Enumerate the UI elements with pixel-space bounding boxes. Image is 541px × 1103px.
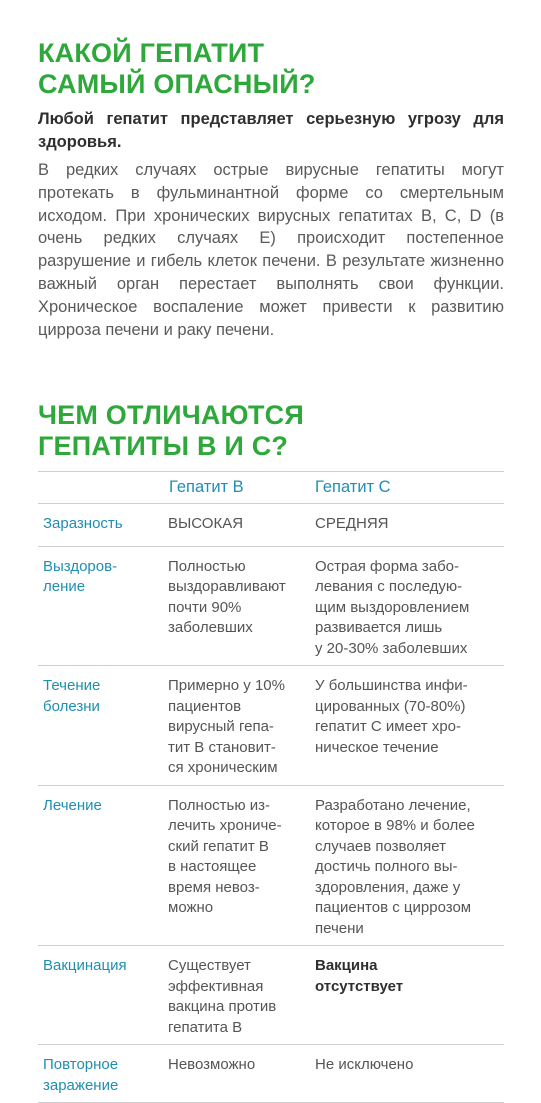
column-header-hepatitis-b: Гепатит В bbox=[163, 472, 309, 504]
row-label-course: Течение болезни bbox=[38, 666, 163, 786]
cell-hepatitis-c: У большинства инфи- цированных (70-80%) гепатит С имеет хро- ническое течение bbox=[309, 666, 504, 786]
title-line: ГЕПАТИТЫ В И С? bbox=[38, 431, 289, 461]
cell-hepatitis-b: Полностью выздоравливают почти 90% заболевших bbox=[163, 546, 309, 666]
cell-hepatitis-c: СРЕДНЯЯ bbox=[309, 503, 504, 546]
cell-hepatitis-c: Вакцина отсутствует bbox=[309, 946, 504, 1045]
cell-hepatitis-b: ВЫСОКАЯ bbox=[163, 503, 309, 546]
cell-hepatitis-c: Не исключено bbox=[309, 1045, 504, 1103]
row-label-vaccination: Вакцинация bbox=[38, 946, 163, 1045]
title-line: САМЫЙ ОПАСНЫЙ? bbox=[38, 69, 316, 99]
body-paragraph: В редких случаях острые вирусные гепатиты могут протекать в фульминантной форме со смертельным исходом. При хронических вирусных гепатитах В, С, D (в очень редких случаях Е) происходит постепенное разрушение и гибель клеток печени. В результате жизненно важный орган перестает выполнять свои функции. Хроническое воспаление может привести к развитию цирроза печени и раку печени. bbox=[38, 161, 504, 339]
table-row bbox=[38, 946, 504, 1045]
table-row bbox=[38, 666, 504, 786]
table-row bbox=[38, 1045, 504, 1103]
cell-hepatitis-b: Примерно у 10% пациентов вирусный гепа- тит В становит- ся хроническим bbox=[163, 666, 309, 786]
cell-hepatitis-b: Невозможно bbox=[163, 1045, 309, 1103]
title-line: КАКОЙ ГЕПАТИТ bbox=[38, 38, 265, 68]
column-header-hepatitis-c: Гепатит С bbox=[309, 472, 504, 504]
title-line: ЧЕМ ОТЛИЧАЮТСЯ bbox=[38, 400, 304, 430]
row-label-recovery: Выздоров- ление bbox=[38, 546, 163, 666]
table-row bbox=[38, 503, 504, 546]
row-label-treatment: Лечение bbox=[38, 785, 163, 946]
table-header-row bbox=[38, 472, 504, 504]
comparison-table bbox=[38, 471, 504, 1103]
cell-hepatitis-b: Существует эффективная вакцина против гепатита В bbox=[163, 946, 309, 1045]
section-title-differences bbox=[38, 400, 304, 462]
table-row bbox=[38, 785, 504, 946]
empty-header-cell bbox=[38, 472, 163, 504]
cell-hepatitis-b: Полностью из- лечить хрониче- ский гепатит В в настоящее время невоз- можно bbox=[163, 785, 309, 946]
row-label-reinfection: Повторное заражение bbox=[38, 1045, 163, 1103]
lead-paragraph: Любой гепатит представляет серьезную угрозу для здоровья. bbox=[38, 110, 504, 151]
section-title-most-dangerous bbox=[38, 38, 316, 100]
cell-hepatitis-c: Разработано лечение, которое в 98% и более случаев позволяет достичь полного вы- здоровления, даже у пациентов с циррозом печени bbox=[309, 785, 504, 946]
row-label-contagiousness: Заразность bbox=[38, 503, 163, 546]
table-row bbox=[38, 546, 504, 666]
cell-hepatitis-c: Острая форма забо- левания с последую- щим выздоровлением развивается лишь у 20-30% заболевших bbox=[309, 546, 504, 666]
